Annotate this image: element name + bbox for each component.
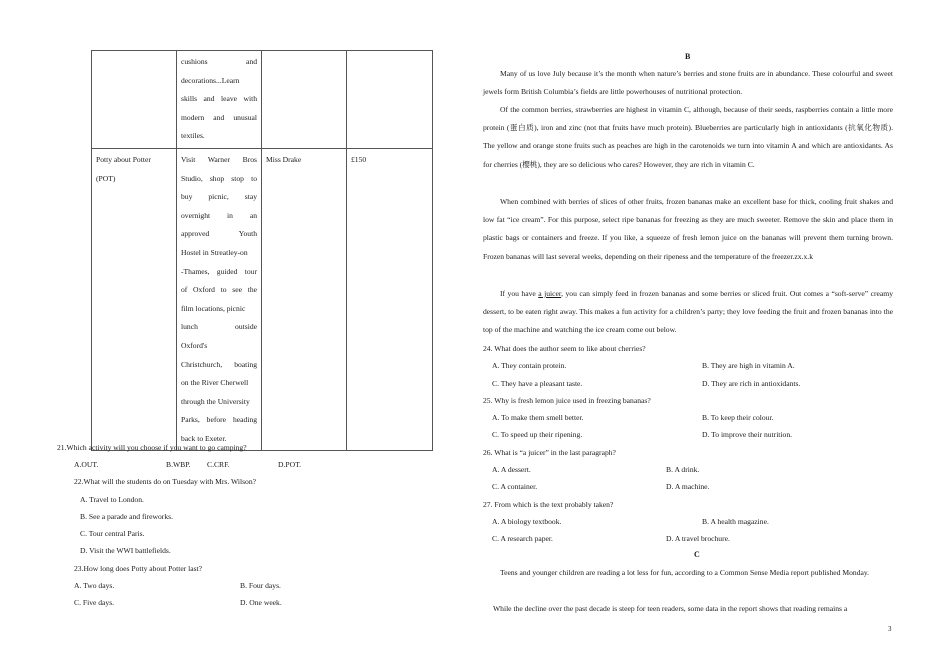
- cell-line: buy picnic, stay: [181, 192, 257, 202]
- question-23: 23.How long does Potty about Potter last?: [74, 564, 203, 573]
- cell-line: modern and unusual: [181, 112, 257, 122]
- cell-line: decorations...Learn: [181, 75, 240, 85]
- cell-line: overnight in an: [181, 210, 257, 220]
- option: B. To keep their colour.: [702, 413, 774, 422]
- option: B.WBP.: [166, 460, 191, 469]
- question-25: 25. Why is fresh lemon juice used in freezing bananas?: [483, 396, 651, 405]
- option: A. A biology textbook.: [492, 517, 562, 526]
- cell-line: -Thames, guided tour: [181, 266, 257, 276]
- option: C. Tour central Paris.: [80, 529, 145, 538]
- table-row: [92, 51, 433, 149]
- cell-line: Christchurch, boating: [181, 359, 257, 369]
- cell-line: Parks, before heading: [181, 415, 257, 425]
- text-span: If you have: [500, 289, 539, 298]
- question-24: 24. What does the author seem to like about cherries?: [483, 344, 646, 353]
- cell-line: cushions and: [181, 57, 257, 66]
- table-cell-activity: [92, 148, 177, 451]
- paragraph-b1: Many of us love July because it’s the month when nature’s berries and stone fruits are in abundance. These colourful and sweet jewels form British Columbia’s fields are little powerhouses of nutritional protection.: [483, 69, 893, 97]
- paragraph-c2: While the decline over the past decade is steep for teen readers, some data in the report shows that reading remains a: [493, 604, 848, 613]
- table-cell-description: [177, 51, 262, 149]
- cell-line: skills and leave with: [181, 94, 257, 104]
- cell-line: back to Exeter.: [181, 433, 227, 443]
- cell-line: Studio, shop stop to: [181, 173, 257, 183]
- cell-line: textiles.: [181, 131, 205, 141]
- option: A. A dessert.: [492, 465, 531, 474]
- activity-table: [91, 50, 433, 451]
- option: D. One week.: [240, 598, 282, 607]
- option: C.CRF.: [207, 460, 230, 469]
- option: B. See a parade and fireworks.: [80, 512, 173, 521]
- section-heading-c: C: [694, 550, 700, 559]
- cell-line: lunch outside: [181, 322, 257, 332]
- cell-line: Oxford's: [181, 340, 208, 350]
- table-cell: [262, 51, 347, 149]
- option: A.OUT.: [74, 460, 99, 469]
- cell-line: through the University: [181, 396, 250, 406]
- paragraph-b4: [483, 285, 893, 340]
- question-26: 26. What is “a juicer” in the last paragraph?: [483, 448, 616, 457]
- option: B. A health magazine.: [702, 517, 769, 526]
- option: C. Five days.: [74, 598, 115, 607]
- underlined-term: a juicer: [538, 289, 562, 298]
- cell-line: film locations, picnic: [181, 303, 246, 313]
- option: D.POT.: [278, 460, 302, 469]
- cell-line: of Oxford to see the: [181, 285, 257, 295]
- option: C. To speed up their ripening.: [492, 430, 583, 439]
- question-22: 22.What will the students do on Tuesday with Mrs. Wilson?: [74, 477, 257, 486]
- cell-line: Visit Warner Bros: [181, 154, 257, 164]
- paragraph-b3: When combined with berries of slices of other fruits, frozen bananas make an excellent base for thick, cooling fruit shakes and low fat “ice cream”. For this purpose, select ripe bananas for freezing as they are much sweeter. Remove the skin and place them in plastic bags or containers and freeze. If you like, a squeeze of fresh lemon juice on the bananas will prevent them turning brown. Frozen bananas will last several weeks, depending on their ripeness and the temperature of the freezer.zx.x.k: [483, 197, 893, 261]
- table-cell: [347, 51, 433, 149]
- question-27: 27. From which is the text probably taken?: [483, 500, 614, 509]
- option: D. To improve their nutrition.: [702, 430, 793, 439]
- paragraph-c1: Teens and younger children are reading a lot less for fun, according to a Common Sense Media report published Monday.: [500, 568, 870, 577]
- text-span: , you can simply feed in frozen bananas and some berries or sliced fruit. Out comes a “soft-serve” creamy dessert, to be eaten right away. This makes a fun activity for a children’s party; they love feeding the fruit and frozen bananas into the top of the machine and watching the ice cream come out below.: [483, 289, 893, 335]
- option: D. They are rich in antioxidants.: [702, 379, 801, 388]
- cell-line: (POT): [96, 173, 116, 183]
- option: B. Four days.: [240, 581, 281, 590]
- cell-line: on the River Cherwell: [181, 378, 249, 388]
- option: C. A research paper.: [492, 534, 553, 543]
- cell-line: approved Youth: [181, 229, 257, 239]
- question-21: 21.Which activity will you choose if you want to go camping?: [57, 443, 247, 452]
- option: C. They have a pleasant taste.: [492, 379, 583, 388]
- option: A. They contain protein.: [492, 361, 567, 370]
- option: A. Travel to London.: [80, 495, 144, 504]
- table-cell-price: £150: [347, 148, 433, 451]
- table-row: [92, 148, 433, 451]
- option: D. Visit the WWI battlefields.: [80, 546, 171, 555]
- table-cell: [92, 51, 177, 149]
- section-heading-b: B: [685, 52, 691, 61]
- cell-line: Hostel in Streatley-on: [181, 247, 248, 257]
- option: D. A machine.: [666, 482, 710, 491]
- table-cell-teacher: Miss Drake: [262, 148, 347, 451]
- option: A. To make them smell better.: [492, 413, 584, 422]
- page-number: 3: [888, 625, 892, 633]
- option: D. A travel brochure.: [666, 534, 730, 543]
- option: B. A drink.: [666, 465, 700, 474]
- table-cell-description: [177, 148, 262, 451]
- cell-line: Potty about Potter: [96, 154, 151, 164]
- paragraph-b2: Of the common berries, strawberries are highest in vitamin C, although, because of their seeds, raspberries contain a little more protein (蛋白质), iron and zinc (not that fruits have much protein). Blueberries are particularly high in antioxidants (抗氧化物质). The yellow and orange stone fruits such as peaches are high in the carotenoids we turn into vitamin A and which are antioxidants. As for cherries (樱桃), they are so delicious who cares? However, they are rich in vitamin C.: [483, 105, 893, 169]
- option: A. Two days.: [74, 581, 115, 590]
- option: C. A container.: [492, 482, 538, 491]
- option: B. They are high in vitamin A.: [702, 361, 795, 370]
